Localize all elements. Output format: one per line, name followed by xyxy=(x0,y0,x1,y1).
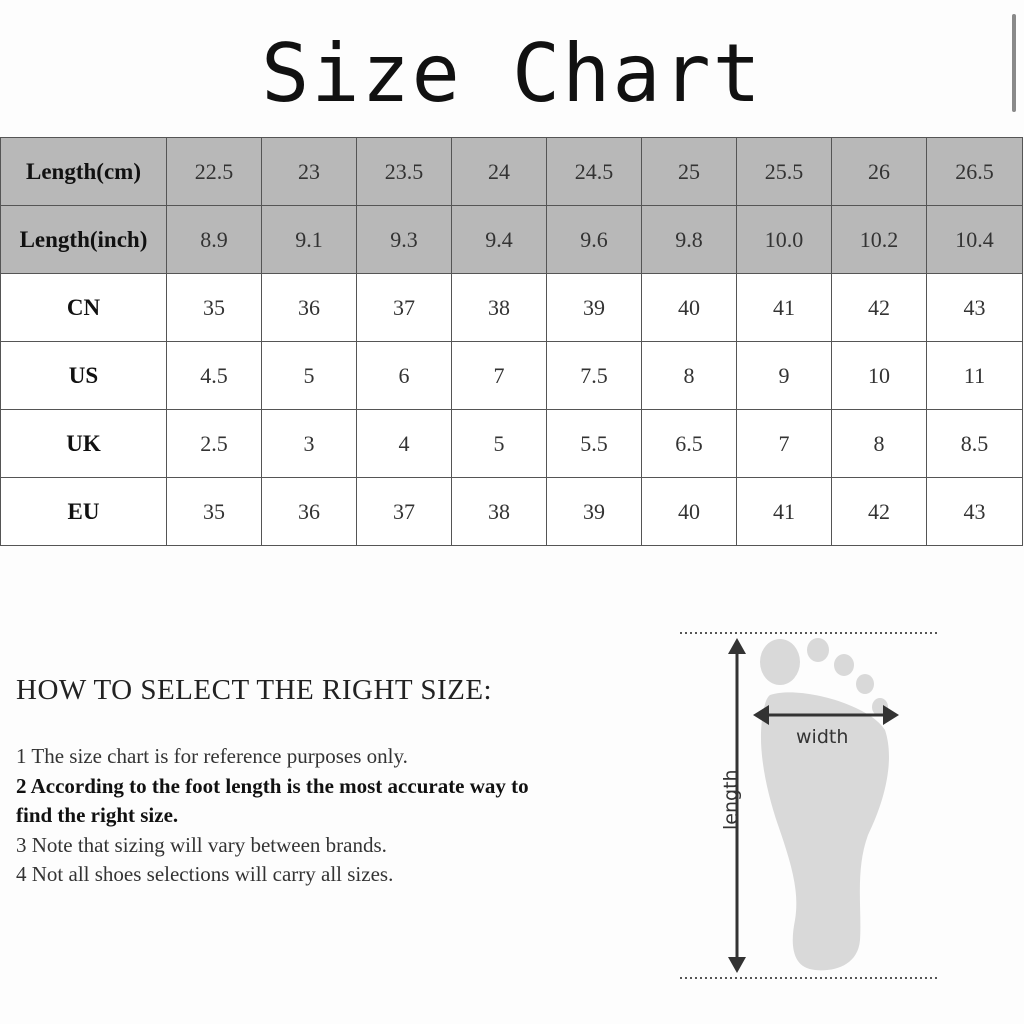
table-cell: 10.0 xyxy=(737,206,832,274)
table-cell: 10 xyxy=(832,342,927,410)
table-row xyxy=(1,410,1023,478)
table-cell: 7.5 xyxy=(547,342,642,410)
table-cell: 36 xyxy=(262,274,357,342)
table-cell: 23.5 xyxy=(357,138,452,206)
howto-heading: HOW TO SELECT THE RIGHT SIZE: xyxy=(16,674,493,706)
table-cell: 2.5 xyxy=(167,410,262,478)
row-label: US xyxy=(1,342,167,410)
row-label: EU xyxy=(1,478,167,546)
table-cell: 9.3 xyxy=(357,206,452,274)
table-cell: 42 xyxy=(832,478,927,546)
table-row xyxy=(1,478,1023,546)
note-item: 4 Not all shoes selections will carry all sizes. xyxy=(16,862,394,886)
table-cell: 9.8 xyxy=(642,206,737,274)
row-label: UK xyxy=(1,410,167,478)
table-cell: 8 xyxy=(642,342,737,410)
table-cell: 9.6 xyxy=(547,206,642,274)
length-arrow-top-head xyxy=(728,638,746,654)
table-cell: 5 xyxy=(262,342,357,410)
notes-list xyxy=(16,742,536,890)
table-cell: 8 xyxy=(832,410,927,478)
width-label: width xyxy=(796,726,849,748)
table-cell: 26 xyxy=(832,138,927,206)
table-row xyxy=(1,138,1023,206)
table-cell: 7 xyxy=(737,410,832,478)
table-cell: 3 xyxy=(262,410,357,478)
table-cell: 43 xyxy=(927,478,1023,546)
table-cell: 35 xyxy=(167,478,262,546)
table-cell: 4.5 xyxy=(167,342,262,410)
table-cell: 42 xyxy=(832,274,927,342)
page-title: Size Chart xyxy=(261,27,763,120)
row-label: CN xyxy=(1,274,167,342)
width-arrow-right-head xyxy=(883,705,899,725)
length-label: length xyxy=(720,769,742,830)
foot-illustration xyxy=(670,620,950,990)
note-item: 2 According to the foot length is the most accurate way to find the right size. xyxy=(16,773,529,827)
table-cell: 40 xyxy=(642,274,737,342)
table-cell: 6.5 xyxy=(642,410,737,478)
table-cell: 5.5 xyxy=(547,410,642,478)
table-cell: 6 xyxy=(357,342,452,410)
table-cell: 39 xyxy=(547,478,642,546)
table-cell: 43 xyxy=(927,274,1023,342)
table-cell: 23 xyxy=(262,138,357,206)
table-cell: 24.5 xyxy=(547,138,642,206)
table-cell: 41 xyxy=(737,274,832,342)
table-cell: 37 xyxy=(357,274,452,342)
table-cell: 7 xyxy=(452,342,547,410)
footprint-icon xyxy=(760,638,889,970)
table-cell: 9.4 xyxy=(452,206,547,274)
table-cell: 10.2 xyxy=(832,206,927,274)
table-cell: 38 xyxy=(452,478,547,546)
length-arrow-bottom-head xyxy=(728,957,746,973)
table-cell: 25.5 xyxy=(737,138,832,206)
table-row xyxy=(1,206,1023,274)
size-table xyxy=(0,137,1023,546)
row-label: Length(cm) xyxy=(1,138,167,206)
table-cell: 22.5 xyxy=(167,138,262,206)
width-arrow-left-head xyxy=(753,705,769,725)
row-label: Length(inch) xyxy=(1,206,167,274)
foot-diagram xyxy=(670,620,950,990)
table-cell: 40 xyxy=(642,478,737,546)
table-cell: 4 xyxy=(357,410,452,478)
table-cell: 24 xyxy=(452,138,547,206)
table-cell: 9 xyxy=(737,342,832,410)
table-cell: 10.4 xyxy=(927,206,1023,274)
table-cell: 8.5 xyxy=(927,410,1023,478)
table-cell: 38 xyxy=(452,274,547,342)
table-row xyxy=(1,342,1023,410)
table-cell: 39 xyxy=(547,274,642,342)
table-cell: 11 xyxy=(927,342,1023,410)
table-cell: 8.9 xyxy=(167,206,262,274)
table-cell: 9.1 xyxy=(262,206,357,274)
note-item: 1 The size chart is for reference purposes only. xyxy=(16,744,408,768)
note-item: 3 Note that sizing will vary between brands. xyxy=(16,832,387,857)
table-row xyxy=(1,274,1023,342)
table-cell: 36 xyxy=(262,478,357,546)
table-cell: 41 xyxy=(737,478,832,546)
table-cell: 5 xyxy=(452,410,547,478)
table-cell: 26.5 xyxy=(927,138,1023,206)
table-cell: 37 xyxy=(357,478,452,546)
table-cell: 25 xyxy=(642,138,737,206)
table-cell: 35 xyxy=(167,274,262,342)
